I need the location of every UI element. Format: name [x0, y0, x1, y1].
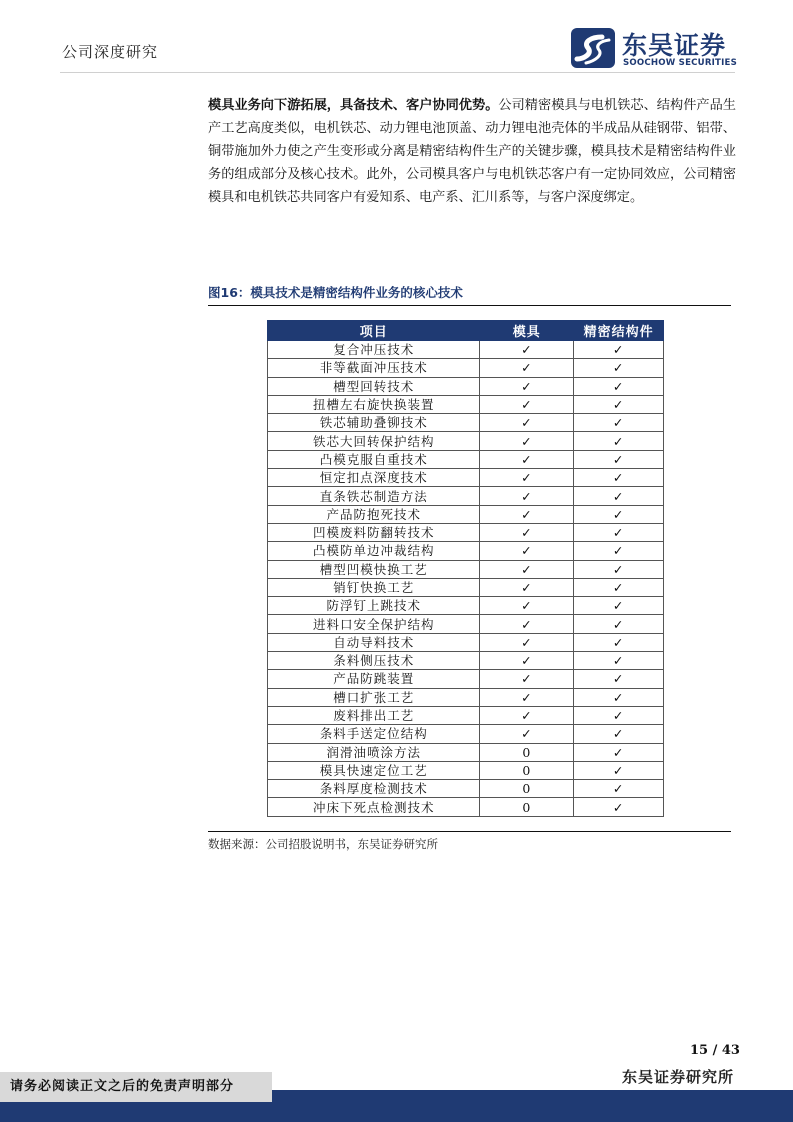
precision-parts-cell: ✓	[574, 414, 664, 432]
mold-cell: 0	[480, 743, 574, 761]
mold-cell: ✓	[480, 450, 574, 468]
technology-table	[267, 320, 664, 817]
precision-parts-cell: ✓	[574, 487, 664, 505]
mold-cell: ✓	[480, 359, 574, 377]
table-row	[268, 450, 664, 468]
page-number: 15 / 43	[690, 1043, 740, 1058]
mold-cell: 0	[480, 798, 574, 816]
mold-cell: ✓	[480, 706, 574, 724]
precision-parts-cell: ✓	[574, 377, 664, 395]
paragraph-lead: 模具业务向下游拓展，具备技术、客户协同优势。	[208, 98, 499, 113]
mold-cell: ✓	[480, 560, 574, 578]
precision-parts-cell: ✓	[574, 523, 664, 541]
precision-parts-cell: ✓	[574, 706, 664, 724]
table-row	[268, 597, 664, 615]
technology-name-cell: 模具快速定位工艺	[268, 761, 480, 779]
header-item: 项目	[268, 321, 480, 341]
footer-disclaimer: 请务必阅读正文之后的免责声明部分	[0, 1072, 272, 1102]
technology-name-cell: 非等截面冲压技术	[268, 359, 480, 377]
technology-name-cell: 复合冲压技术	[268, 341, 480, 359]
figure-top-rule	[208, 305, 731, 306]
precision-parts-cell: ✓	[574, 432, 664, 450]
technology-name-cell: 直条铁芯制造方法	[268, 487, 480, 505]
table-row	[268, 615, 664, 633]
logo-chinese-name: 东吴证券	[622, 31, 727, 60]
table-row	[268, 395, 664, 413]
logo-english-name: SOOCHOW SECURITIES	[623, 58, 737, 68]
table-row	[268, 761, 664, 779]
technology-name-cell: 自动导料技术	[268, 633, 480, 651]
technology-name-cell: 润滑油喷涂方法	[268, 743, 480, 761]
precision-parts-cell: ✓	[574, 761, 664, 779]
precision-parts-cell: ✓	[574, 469, 664, 487]
precision-parts-cell: ✓	[574, 670, 664, 688]
technology-name-cell: 槽型凹模快换工艺	[268, 560, 480, 578]
table-row	[268, 706, 664, 724]
technology-name-cell: 条料厚度检测技术	[268, 780, 480, 798]
table-row	[268, 798, 664, 816]
table-row	[268, 780, 664, 798]
table-row	[268, 505, 664, 523]
technology-name-cell: 条料手送定位结构	[268, 725, 480, 743]
data-source: 数据来源：公司招股说明书，东吴证券研究所	[208, 837, 438, 851]
table-row	[268, 542, 664, 560]
table-row	[268, 359, 664, 377]
table-header-row	[268, 321, 664, 341]
precision-parts-cell: ✓	[574, 652, 664, 670]
footer-organization: 东吴证券研究所	[622, 1068, 735, 1086]
mold-cell: ✓	[480, 542, 574, 560]
technology-name-cell: 凸模克服自重技术	[268, 450, 480, 468]
mold-cell: ✓	[480, 615, 574, 633]
precision-parts-cell: ✓	[574, 597, 664, 615]
precision-parts-cell: ✓	[574, 450, 664, 468]
table-row	[268, 670, 664, 688]
table-row	[268, 725, 664, 743]
table-row	[268, 652, 664, 670]
mold-cell: ✓	[480, 523, 574, 541]
mold-cell: ✓	[480, 688, 574, 706]
technology-name-cell: 槽口扩张工艺	[268, 688, 480, 706]
brand-logo	[571, 28, 741, 72]
table-row	[268, 414, 664, 432]
mold-cell: ✓	[480, 395, 574, 413]
table-row	[268, 487, 664, 505]
mold-cell: ✓	[480, 414, 574, 432]
mold-cell: ✓	[480, 670, 574, 688]
technology-name-cell: 铁芯大回转保护结构	[268, 432, 480, 450]
precision-parts-cell: ✓	[574, 798, 664, 816]
table-row	[268, 578, 664, 596]
header-precision-parts: 精密结构件	[574, 321, 664, 341]
technology-name-cell: 冲床下死点检测技术	[268, 798, 480, 816]
body-paragraph	[208, 94, 736, 209]
precision-parts-cell: ✓	[574, 743, 664, 761]
technology-name-cell: 槽型回转技术	[268, 377, 480, 395]
technology-name-cell: 产品防抱死技术	[268, 505, 480, 523]
table-row	[268, 688, 664, 706]
mold-cell: ✓	[480, 341, 574, 359]
mold-cell: ✓	[480, 505, 574, 523]
header-mold: 模具	[480, 321, 574, 341]
precision-parts-cell: ✓	[574, 780, 664, 798]
technology-name-cell: 铁芯辅助叠铆技术	[268, 414, 480, 432]
precision-parts-cell: ✓	[574, 341, 664, 359]
table-row	[268, 743, 664, 761]
table-row	[268, 633, 664, 651]
mold-cell: ✓	[480, 725, 574, 743]
table-row	[268, 469, 664, 487]
precision-parts-cell: ✓	[574, 560, 664, 578]
table-row	[268, 377, 664, 395]
technology-name-cell: 销钉快换工艺	[268, 578, 480, 596]
technology-name-cell: 进料口安全保护结构	[268, 615, 480, 633]
precision-parts-cell: ✓	[574, 505, 664, 523]
mold-cell: ✓	[480, 578, 574, 596]
technology-name-cell: 产品防跳装置	[268, 670, 480, 688]
table-row	[268, 432, 664, 450]
mold-cell: ✓	[480, 487, 574, 505]
mold-cell: ✓	[480, 652, 574, 670]
precision-parts-cell: ✓	[574, 359, 664, 377]
precision-parts-cell: ✓	[574, 615, 664, 633]
precision-parts-cell: ✓	[574, 395, 664, 413]
technology-name-cell: 扭槽左右旋快换装置	[268, 395, 480, 413]
figure-bottom-rule	[208, 831, 731, 832]
technology-name-cell: 凹模废料防翻转技术	[268, 523, 480, 541]
mold-cell: ✓	[480, 633, 574, 651]
mold-cell: ✓	[480, 377, 574, 395]
technology-name-cell: 凸模防单边冲裁结构	[268, 542, 480, 560]
header-divider	[60, 72, 735, 73]
logo-mark-icon	[571, 28, 615, 68]
technology-name-cell: 防浮钉上跳技术	[268, 597, 480, 615]
mold-cell: 0	[480, 780, 574, 798]
precision-parts-cell: ✓	[574, 688, 664, 706]
table-row	[268, 560, 664, 578]
technology-name-cell: 恒定扣点深度技术	[268, 469, 480, 487]
figure-caption: 图16：模具技术是精密结构件业务的核心技术	[208, 285, 463, 300]
precision-parts-cell: ✓	[574, 542, 664, 560]
precision-parts-cell: ✓	[574, 578, 664, 596]
table-row	[268, 341, 664, 359]
technology-name-cell: 条料侧压技术	[268, 652, 480, 670]
paragraph-body: 公司精密模具与电机铁芯、结构件产品生产工艺高度类似，电机铁芯、动力锂电池顶盖、动力锂电池壳体的半成品从硅钢带、铝带、铜带施加外力使之产生变形或分离是精密结构件生产的关键步骤，模具技术是精密结构件业务的组成部分及核心技术。此外，公司模具客户与电机铁芯客户有一定协同效应，公司精密模具和电机铁芯共同客户有爱知系、电产系、汇川系等，与客户深度绑定。	[208, 98, 736, 205]
technology-name-cell: 废料排出工艺	[268, 706, 480, 724]
table-row	[268, 523, 664, 541]
precision-parts-cell: ✓	[574, 725, 664, 743]
report-type-label: 公司深度研究	[62, 43, 159, 61]
mold-cell: ✓	[480, 597, 574, 615]
mold-cell: 0	[480, 761, 574, 779]
precision-parts-cell: ✓	[574, 633, 664, 651]
mold-cell: ✓	[480, 469, 574, 487]
mold-cell: ✓	[480, 432, 574, 450]
